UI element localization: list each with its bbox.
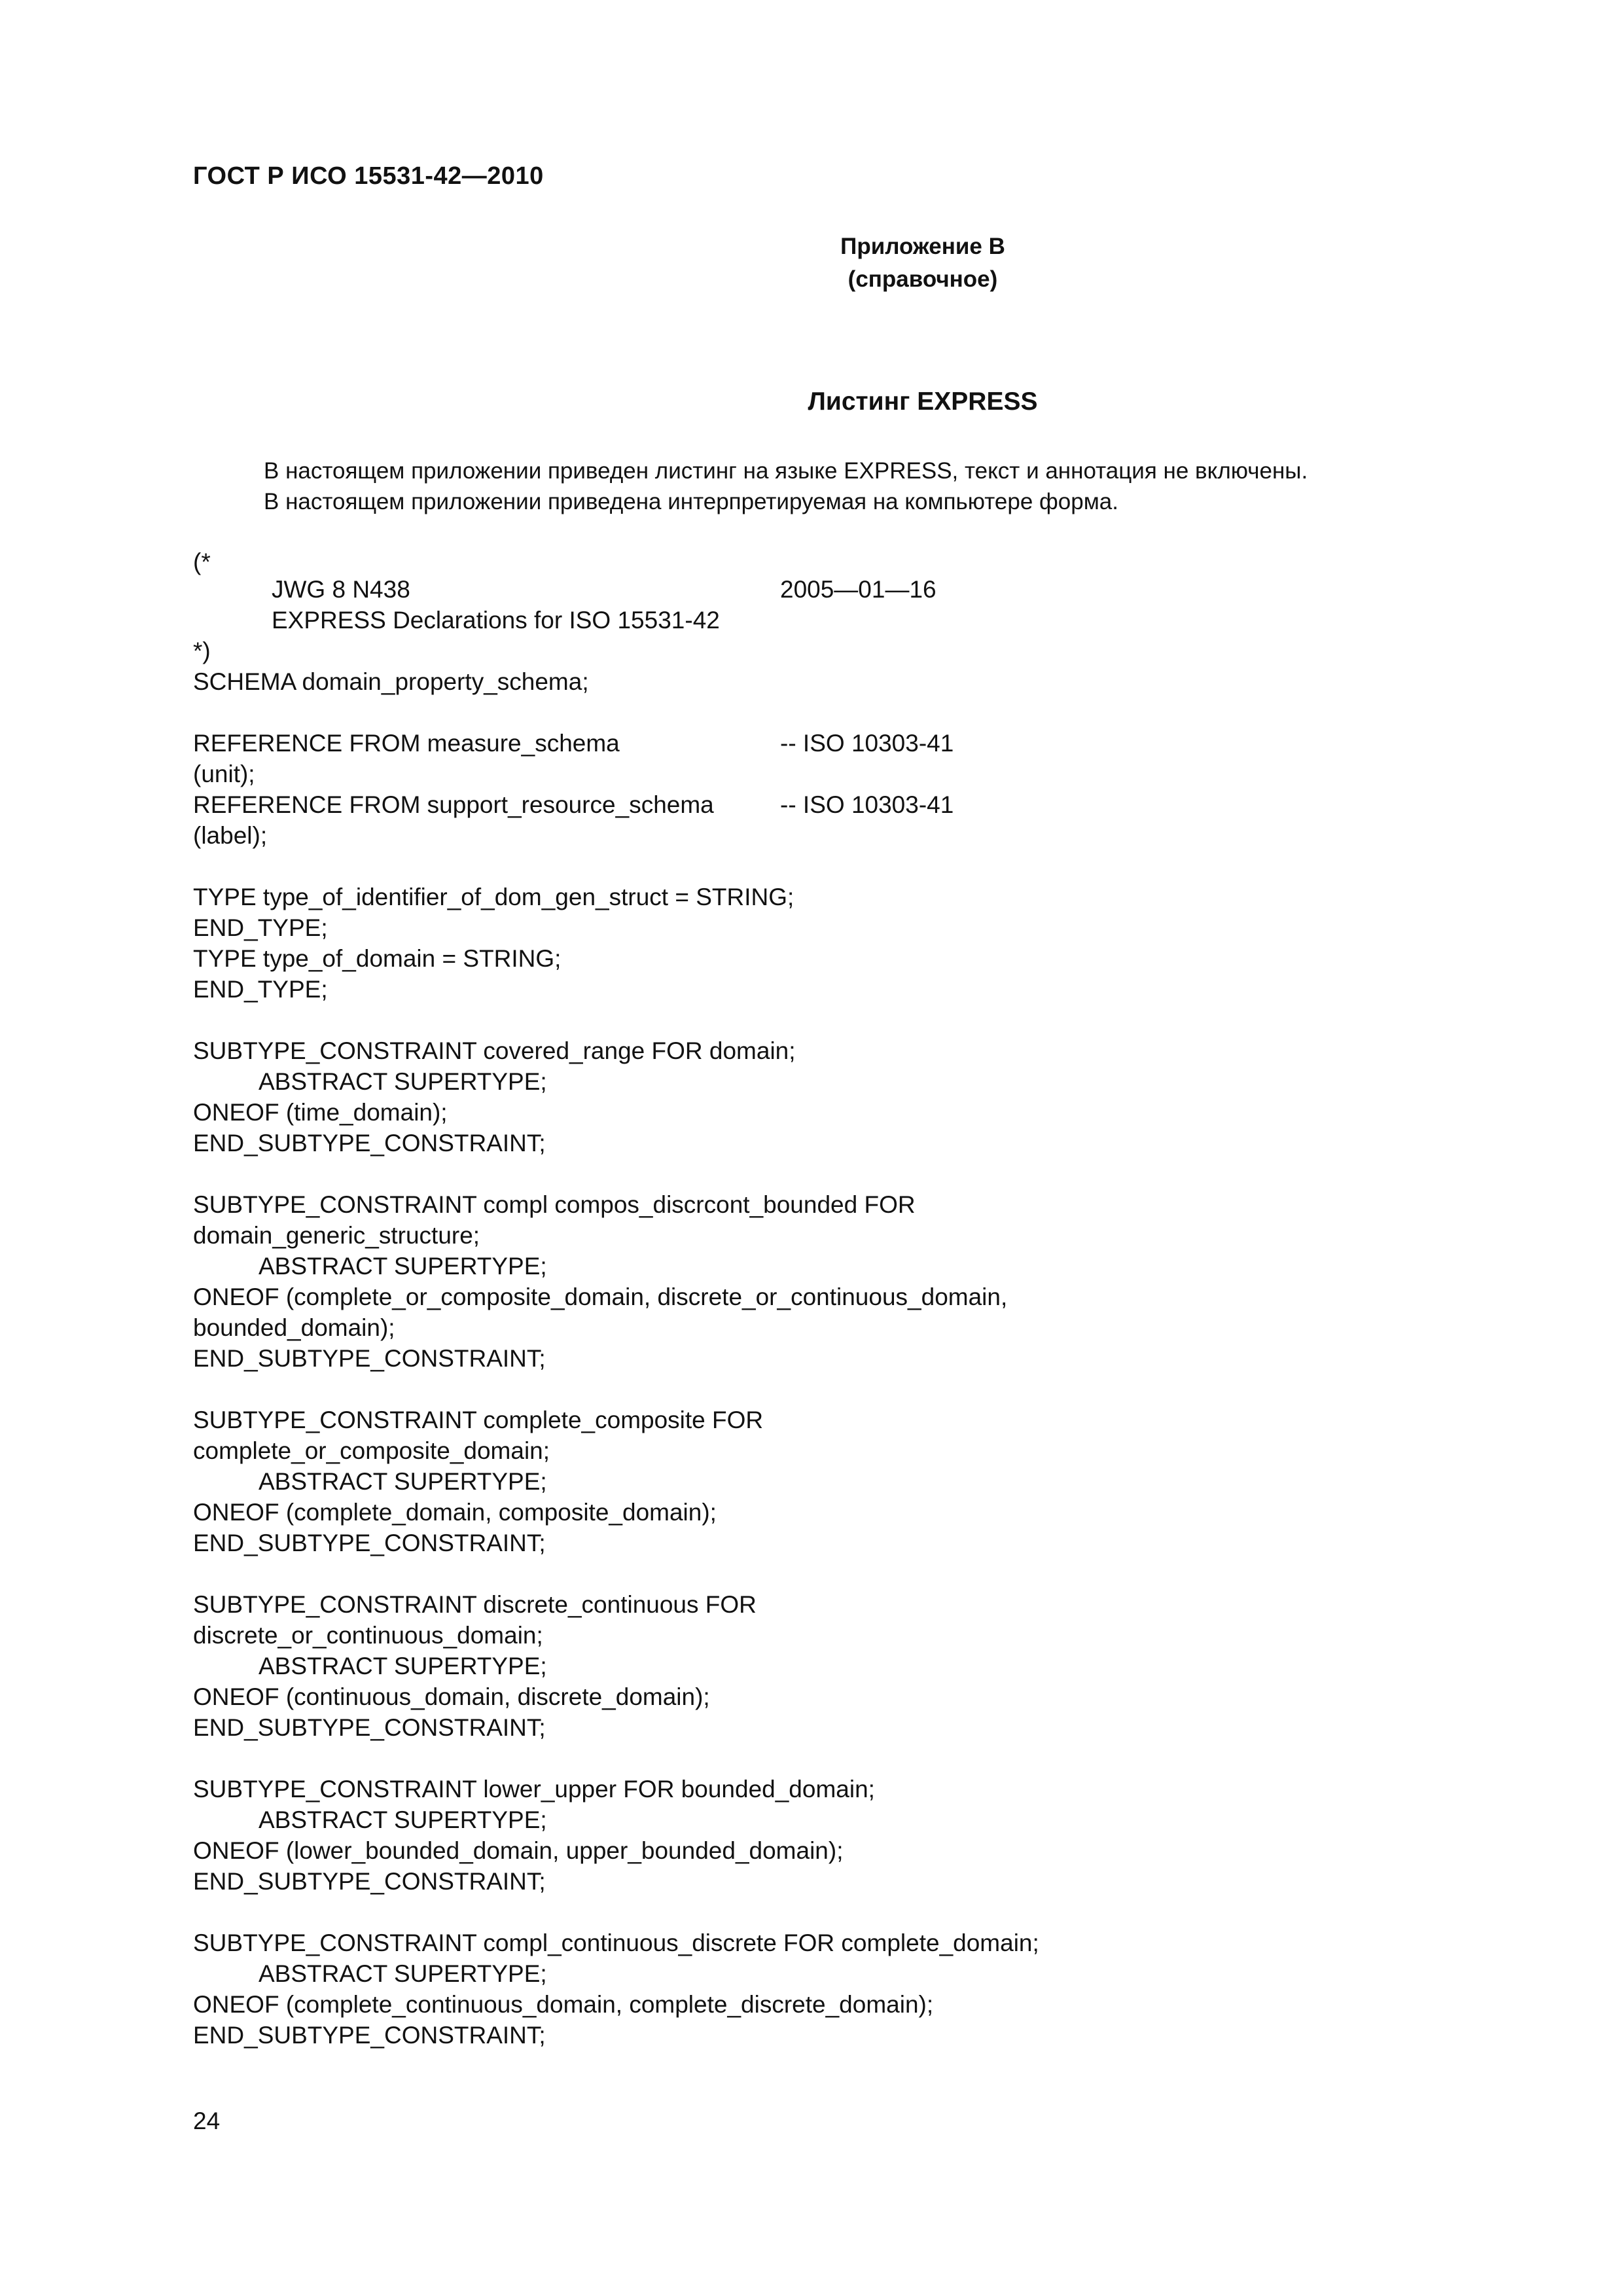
constraint-line: ABSTRACT SUPERTYPE; <box>259 1653 547 1679</box>
constraint-line: ABSTRACT SUPERTYPE; <box>259 1068 547 1095</box>
constraint-line: discrete_or_continuous_domain; <box>193 1622 543 1649</box>
constraint-line: ABSTRACT SUPERTYPE; <box>259 1806 547 1833</box>
constraint-line: ABSTRACT SUPERTYPE; <box>259 1253 547 1280</box>
comment-close: *) <box>193 637 211 664</box>
type-line: END_TYPE; <box>193 914 328 941</box>
comment-open: (* <box>193 548 211 575</box>
constraint-line: END_SUBTYPE_CONSTRAINT; <box>193 1714 546 1741</box>
constraint-line: ONEOF (time_domain); <box>193 1099 448 1126</box>
constraint-line: ABSTRACT SUPERTYPE; <box>259 1468 547 1495</box>
schema-declaration: SCHEMA domain_property_schema; <box>193 668 589 695</box>
constraint-line: domain_generic_structure; <box>193 1222 480 1249</box>
comment-date: 2005—01—16 <box>780 576 936 603</box>
reference-line: REFERENCE FROM support_resource_schema <box>193 791 714 818</box>
constraint-line: END_SUBTYPE_CONSTRAINT; <box>193 2022 546 2049</box>
constraint-line: SUBTYPE_CONSTRAINT complete_composite FOR <box>193 1407 764 1433</box>
page-number: 24 <box>193 2108 221 2134</box>
annex-label <box>0 230 1623 296</box>
comment-doc-title: EXPRESS Declarations for ISO 15531-42 <box>272 607 720 634</box>
reference-line: REFERENCE FROM measure_schema <box>193 730 620 757</box>
constraint-line: ONEOF (complete_or_composite_domain, discrete_or_continuous_domain, <box>193 1283 1008 1310</box>
intro-paragraph-1: В настоящем приложении приведен листинг на языке EXPRESS, текст и аннотация не включены. <box>264 458 1308 484</box>
constraint-line: SUBTYPE_CONSTRAINT covered_range FOR domain; <box>193 1037 796 1064</box>
constraint-line: complete_or_composite_domain; <box>193 1437 550 1464</box>
constraint-line: END_SUBTYPE_CONSTRAINT; <box>193 1345 546 1372</box>
constraint-line: END_SUBTYPE_CONSTRAINT; <box>193 1130 546 1157</box>
reference-note: -- ISO 10303-41 <box>780 791 954 818</box>
constraint-line: SUBTYPE_CONSTRAINT compl compos_discrcont_bounded FOR <box>193 1191 916 1218</box>
constraint-line: ONEOF (lower_bounded_domain, upper_bounded_domain); <box>193 1837 844 1864</box>
constraint-line: SUBTYPE_CONSTRAINT compl_continuous_discrete FOR complete_domain; <box>193 1929 1039 1956</box>
type-line: TYPE type_of_domain = STRING; <box>193 945 562 972</box>
constraint-line: ONEOF (continuous_domain, discrete_domain); <box>193 1683 710 1710</box>
document-header: ГОСТ Р ИСО 15531-42—2010 <box>193 162 544 190</box>
type-line: TYPE type_of_identifier_of_dom_gen_struct = STRING; <box>193 884 794 910</box>
reference-note: -- ISO 10303-41 <box>780 730 954 757</box>
reference-item: (unit); <box>193 761 255 787</box>
constraint-line: END_SUBTYPE_CONSTRAINT; <box>193 1530 546 1556</box>
section-title: Листинг EXPRESS <box>808 387 1038 416</box>
annex-line-2: (справочное) <box>847 266 998 292</box>
annex-line-1: Приложение В <box>840 234 1005 259</box>
constraint-line: ONEOF (complete_domain, composite_domain); <box>193 1499 717 1526</box>
intro-paragraph-2: В настоящем приложении приведена интерпретируемая на компьютере форма. <box>264 489 1118 514</box>
constraint-line: ABSTRACT SUPERTYPE; <box>259 1960 547 1987</box>
reference-item: (label); <box>193 822 268 849</box>
constraint-line: SUBTYPE_CONSTRAINT lower_upper FOR bounded_domain; <box>193 1776 875 1803</box>
comment-doc-id: JWG 8 N438 <box>272 576 410 603</box>
constraint-line: ONEOF (complete_continuous_domain, complete_discrete_domain); <box>193 1991 934 2018</box>
constraint-line: bounded_domain); <box>193 1314 395 1341</box>
type-line: END_TYPE; <box>193 976 328 1003</box>
constraint-line: END_SUBTYPE_CONSTRAINT; <box>193 1868 546 1895</box>
constraint-line: SUBTYPE_CONSTRAINT discrete_continuous FOR <box>193 1591 757 1618</box>
